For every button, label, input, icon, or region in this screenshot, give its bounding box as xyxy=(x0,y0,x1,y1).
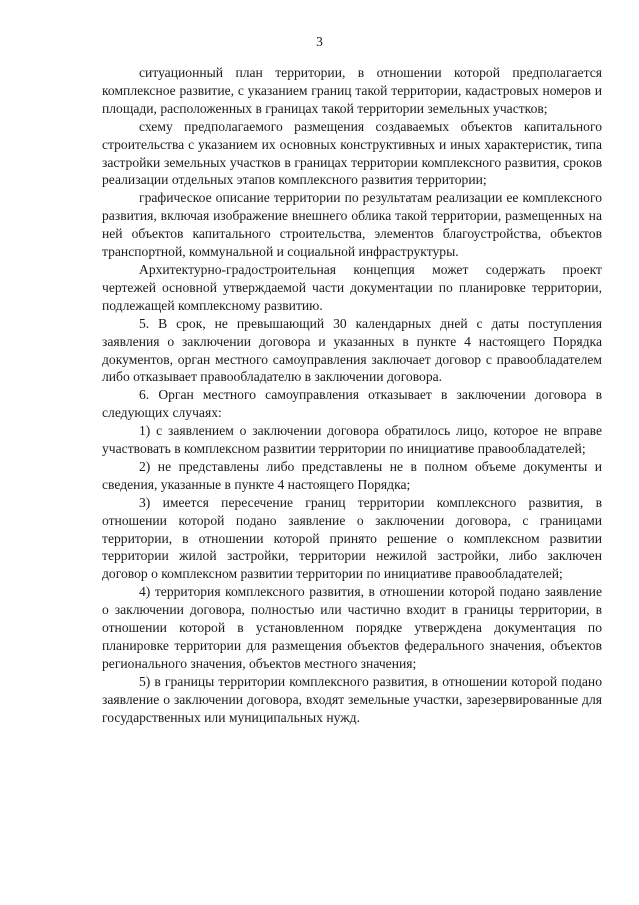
paragraph-situational-plan: ситуационный план территории, в отношении которой предполагается комплексное развитие, с указанием границ такой территории, кадастровых номеров и площади, расположенных в границах такой территории земельных участков; xyxy=(102,65,602,116)
paragraph-item-5: 5. В срок, не превышающий 30 календарных дней с даты поступления заявления о заключении договора и указанных в пункте 4 настоящего Порядка документов, орган местного самоуправления заключает договор с правообладателем либо отказывает правообладателю в заключении договора. xyxy=(102,315,602,385)
paragraph-subitem-1: 1) с заявлением о заключении договора обратилось лицо, которое не вправе участвовать в комплексном развитии территории по инициативе правообладателей; xyxy=(102,423,602,457)
page-number: 3 xyxy=(316,34,323,49)
paragraph-subitem-5: 5) в границы территории комплексного развития, в отношении которой подано заявление о заключении договора, входят земельные участки, зарезервированные для государственных или муниципальных нужд. xyxy=(102,673,602,725)
paragraph-item-6: 6. Орган местного самоуправления отказывает в заключении договора в следующих случаях: xyxy=(102,387,602,421)
paragraph-graphic-description: графическое описание территории по результатам реализации ее комплексного развития, включая изображение внешнего облика такой территории, размещенных на ней объектов капитального строительства, элементов благоустройства, объектов транспортной, коммунальной и социальной инфраструктуры. xyxy=(102,190,602,260)
document-body xyxy=(102,64,602,727)
paragraph-subitem-3: 3) имеется пересечение границ территории комплексного развития, в отношении которой подано заявление о заключении договора, с границами территории, в отношении которой принято решение о комплексном развитии территории жилой застройки, территории нежилой застройки, либо заключен договор о комплексном развитии территории по инициативе правообладателей; xyxy=(102,494,602,582)
paragraph-subitem-2: 2) не представлены либо представлены не в полном объеме документы и сведения, указанные в пункте 4 настоящего Порядка; xyxy=(102,458,602,492)
paragraph-architectural-concept: Архитектурно-градостроительная концепция может содержать проект чертежей основной утверждаемой части документации по планировке территории, подлежащей комплексному развитию. xyxy=(102,261,602,313)
paragraph-placement-scheme: схему предполагаемого размещения создаваемых объектов капитального строительства с указанием их основных конструктивных и иных характеристик, типа застройки земельных участков в границах территории комплексного развития, сроков реализации отдельных этапов комплексного развития территории; xyxy=(102,118,602,188)
paragraph-subitem-4: 4) территория комплексного развития, в отношении которой подано заявление о заключении договора, полностью или частично входит в границы территории, в отношении которой в установленном порядке утверждена документация по планировке территории для размещения объектов федерального значения, объектов регионального значения, объектов местного значения; xyxy=(102,584,602,671)
